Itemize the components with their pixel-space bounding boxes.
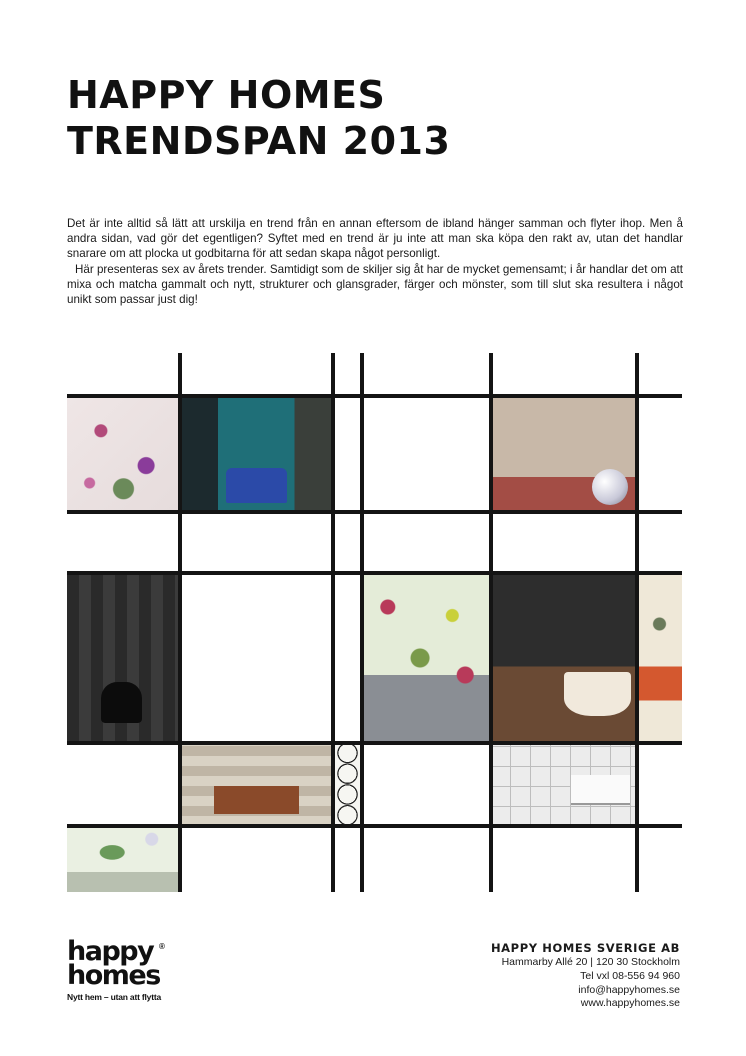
grid-line-v4	[489, 353, 493, 892]
photo-bird-wallpaper	[67, 396, 180, 512]
grid-line-v3	[360, 353, 364, 892]
logo-word-homes: homes	[67, 960, 160, 991]
photo-floral-wallpaper	[362, 573, 491, 743]
grid-line-h5	[67, 824, 682, 828]
address: Hammarby Allé 20 | 120 30 Stockholm	[501, 956, 680, 968]
photo-leaf-wallpaper	[67, 826, 180, 892]
grid-line-h4	[67, 741, 682, 745]
website-link[interactable]: www.happyhomes.se	[580, 997, 680, 1010]
intro-paragraph-2: Här presenteras sex av årets trender. Samtidigt som de skiljer sig åt har de mycket gemensamt; i år handlar det om att mixa och matcha gammalt och nytt, strukturer och glansgrader, färger och mönster, som till slut ska resultera i något unikt som passar just dig!	[67, 262, 683, 307]
photo-bathroom	[491, 573, 637, 743]
photo-circle-pattern	[333, 743, 362, 826]
photo-white-tiles	[491, 743, 637, 826]
photo-windsor-chair	[491, 396, 637, 512]
photo-dark-room	[67, 573, 180, 743]
grid-line-v1	[178, 353, 182, 892]
photo-sideboard	[180, 743, 333, 826]
company-name: HAPPY HOMES SVERIGE AB	[490, 941, 680, 955]
phone: Tel vxl 08-556 94 960	[580, 969, 680, 982]
photo-orange-chair	[637, 573, 682, 743]
contact-block	[491, 940, 680, 1011]
registered-mark: ®	[159, 942, 165, 951]
email-link[interactable]: info@happyhomes.se	[578, 983, 680, 996]
title-line-2: TRENDSPAN 2013	[67, 119, 451, 163]
grid-line-h1	[67, 394, 682, 398]
grid-line-v5	[635, 353, 639, 892]
grid-line-v2	[331, 353, 335, 892]
photo-teal-lounge	[180, 396, 333, 512]
intro-paragraph-1: Det är inte alltid så lätt att urskilja en trend från en annan eftersom de ibland hänger samman och flyter ihop. Men å andra sidan, vad gör det egentligen? Syftet med en trend är ju inte att man ska köpa den rakt av, utan det handlar snarare om att plocka ut godbitarna för att sedan skapa något personligt.	[67, 217, 683, 261]
logo-tagline: Nytt hem – utan att flytta	[67, 992, 161, 1002]
logo-word-happy: happy	[67, 936, 154, 967]
grid-line-h3	[67, 571, 682, 575]
title-line-1: HAPPY HOMES	[67, 73, 386, 117]
grid-line-h2	[67, 510, 682, 514]
happy-homes-logo	[67, 936, 165, 1002]
